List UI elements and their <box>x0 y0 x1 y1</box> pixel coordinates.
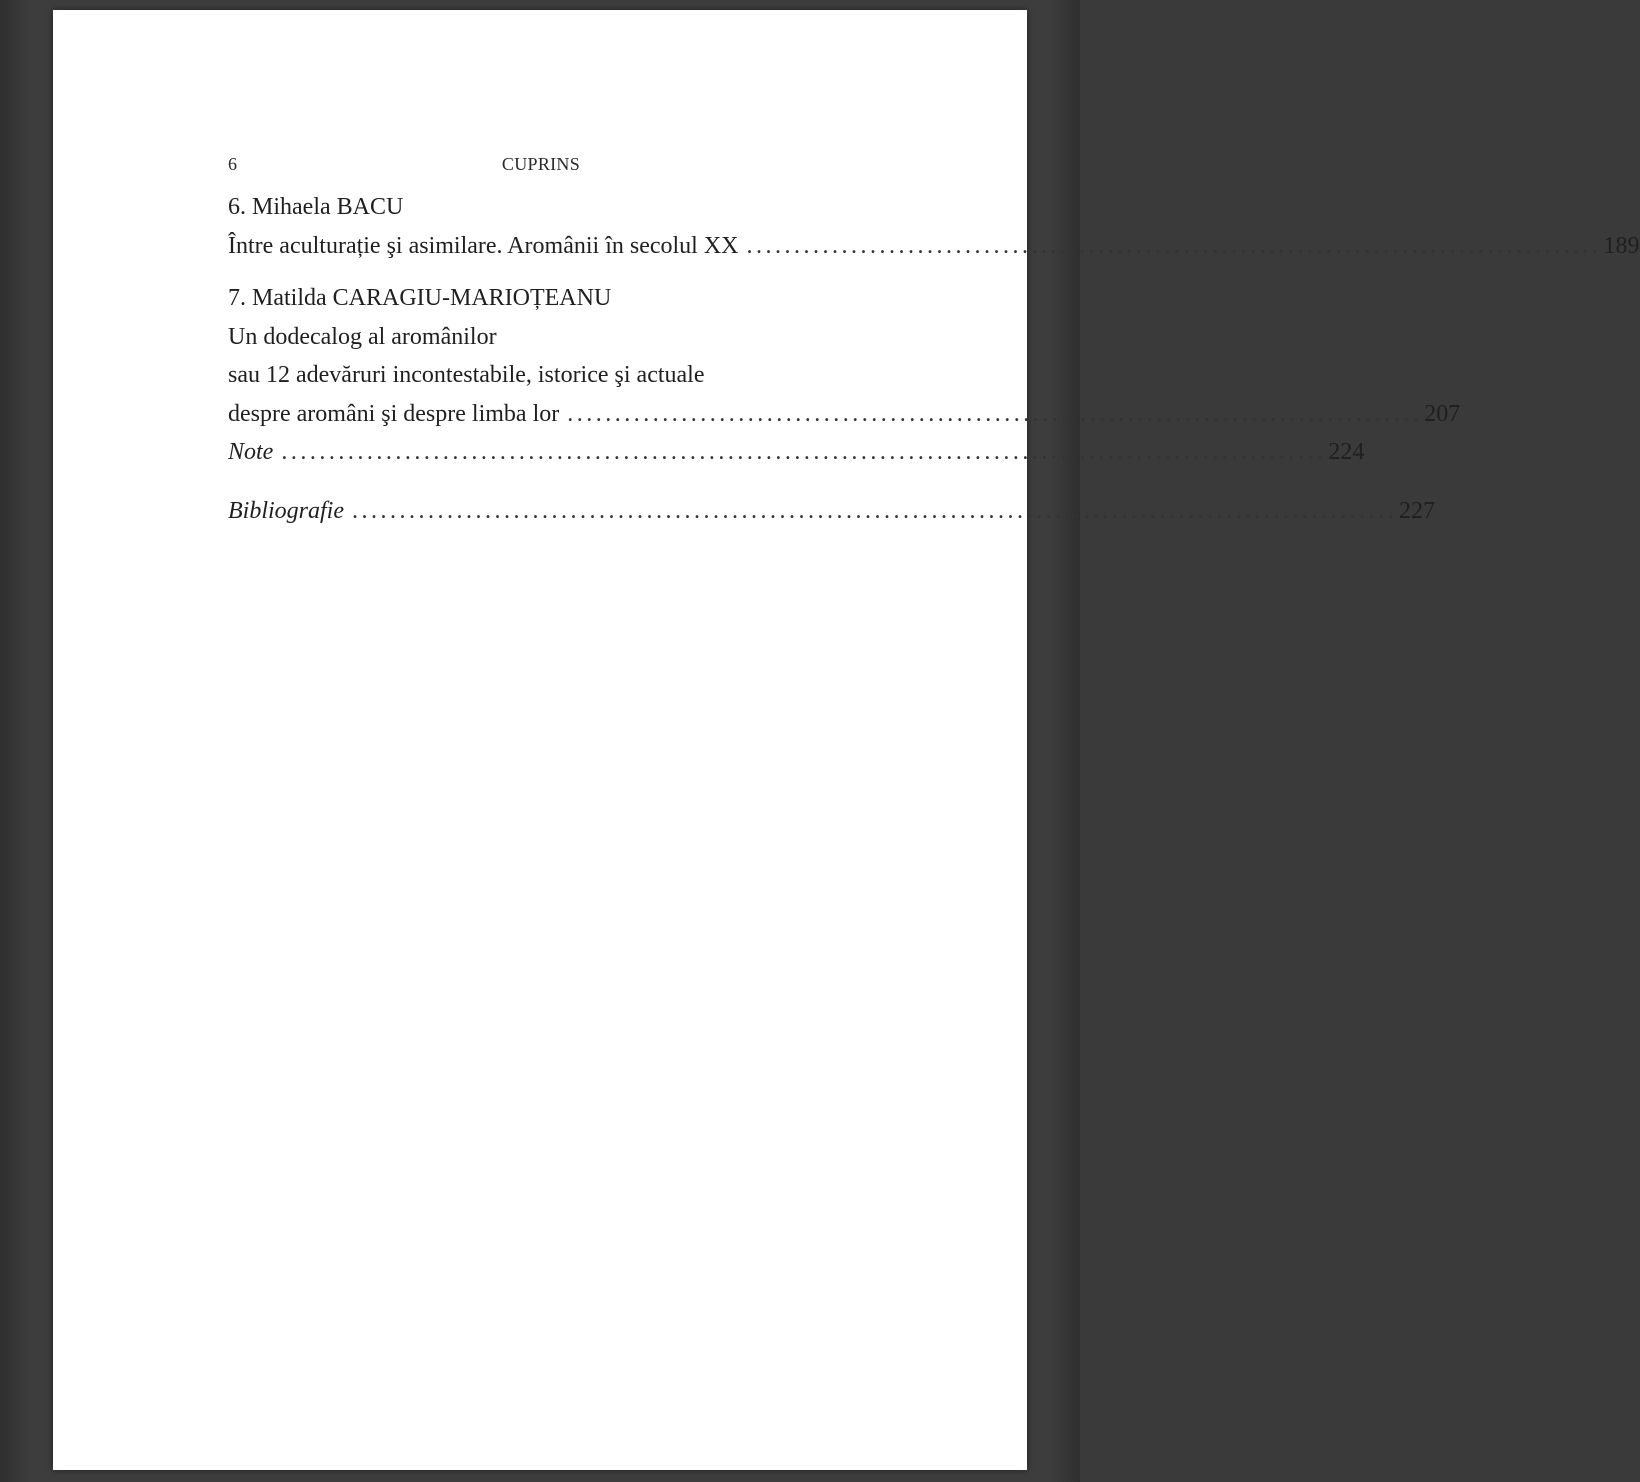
toc-entry-6 <box>228 227 1640 266</box>
toc-bibliografie-page: 227 <box>1399 497 1435 524</box>
toc-entry-7 <box>228 395 1461 434</box>
toc-bibliografie-label: Bibliografie <box>228 497 344 524</box>
dot-leader: .......................................................................................... <box>746 232 1602 259</box>
page-number: 6 <box>228 154 237 174</box>
toc-entry-7-page: 207 <box>1424 400 1461 427</box>
toc-note-page: 224 <box>1328 439 1365 465</box>
running-head <box>228 154 854 178</box>
document-page <box>53 10 1640 1470</box>
toc-entry-bibliografie <box>228 492 1435 531</box>
toc-entry-6-page: 189 <box>1603 232 1640 259</box>
toc-entry-7-title-line-3: despre aromâni şi despre limba lor <box>228 400 560 427</box>
dot-leader: .......................................................................................... <box>567 400 1423 427</box>
toc-note-label: Note <box>228 439 274 465</box>
running-head-title: CUPRINS <box>501 154 581 174</box>
toc-entry-note <box>228 433 1365 472</box>
dot-leader: .............................................................................................................. <box>352 497 1397 524</box>
toc-entry-6-title: Între aculturație şi asimilare. Aromânii în secolul XX <box>228 232 739 259</box>
table-of-contents <box>228 188 1640 530</box>
toc-entry-7-title-line-1: Un dodecalog al aromânilor <box>228 323 497 350</box>
toc-author-7: 7. Matilda CARAGIU-MARIOȚEANU <box>228 285 612 311</box>
toc-author-6: 6. Mihaela BACU <box>228 194 404 220</box>
dot-leader: .............................................................................................................. <box>281 439 1327 465</box>
toc-entry-7-title-line-2: sau 12 adevăruri incontestabile, istorice şi actuale <box>228 362 705 388</box>
